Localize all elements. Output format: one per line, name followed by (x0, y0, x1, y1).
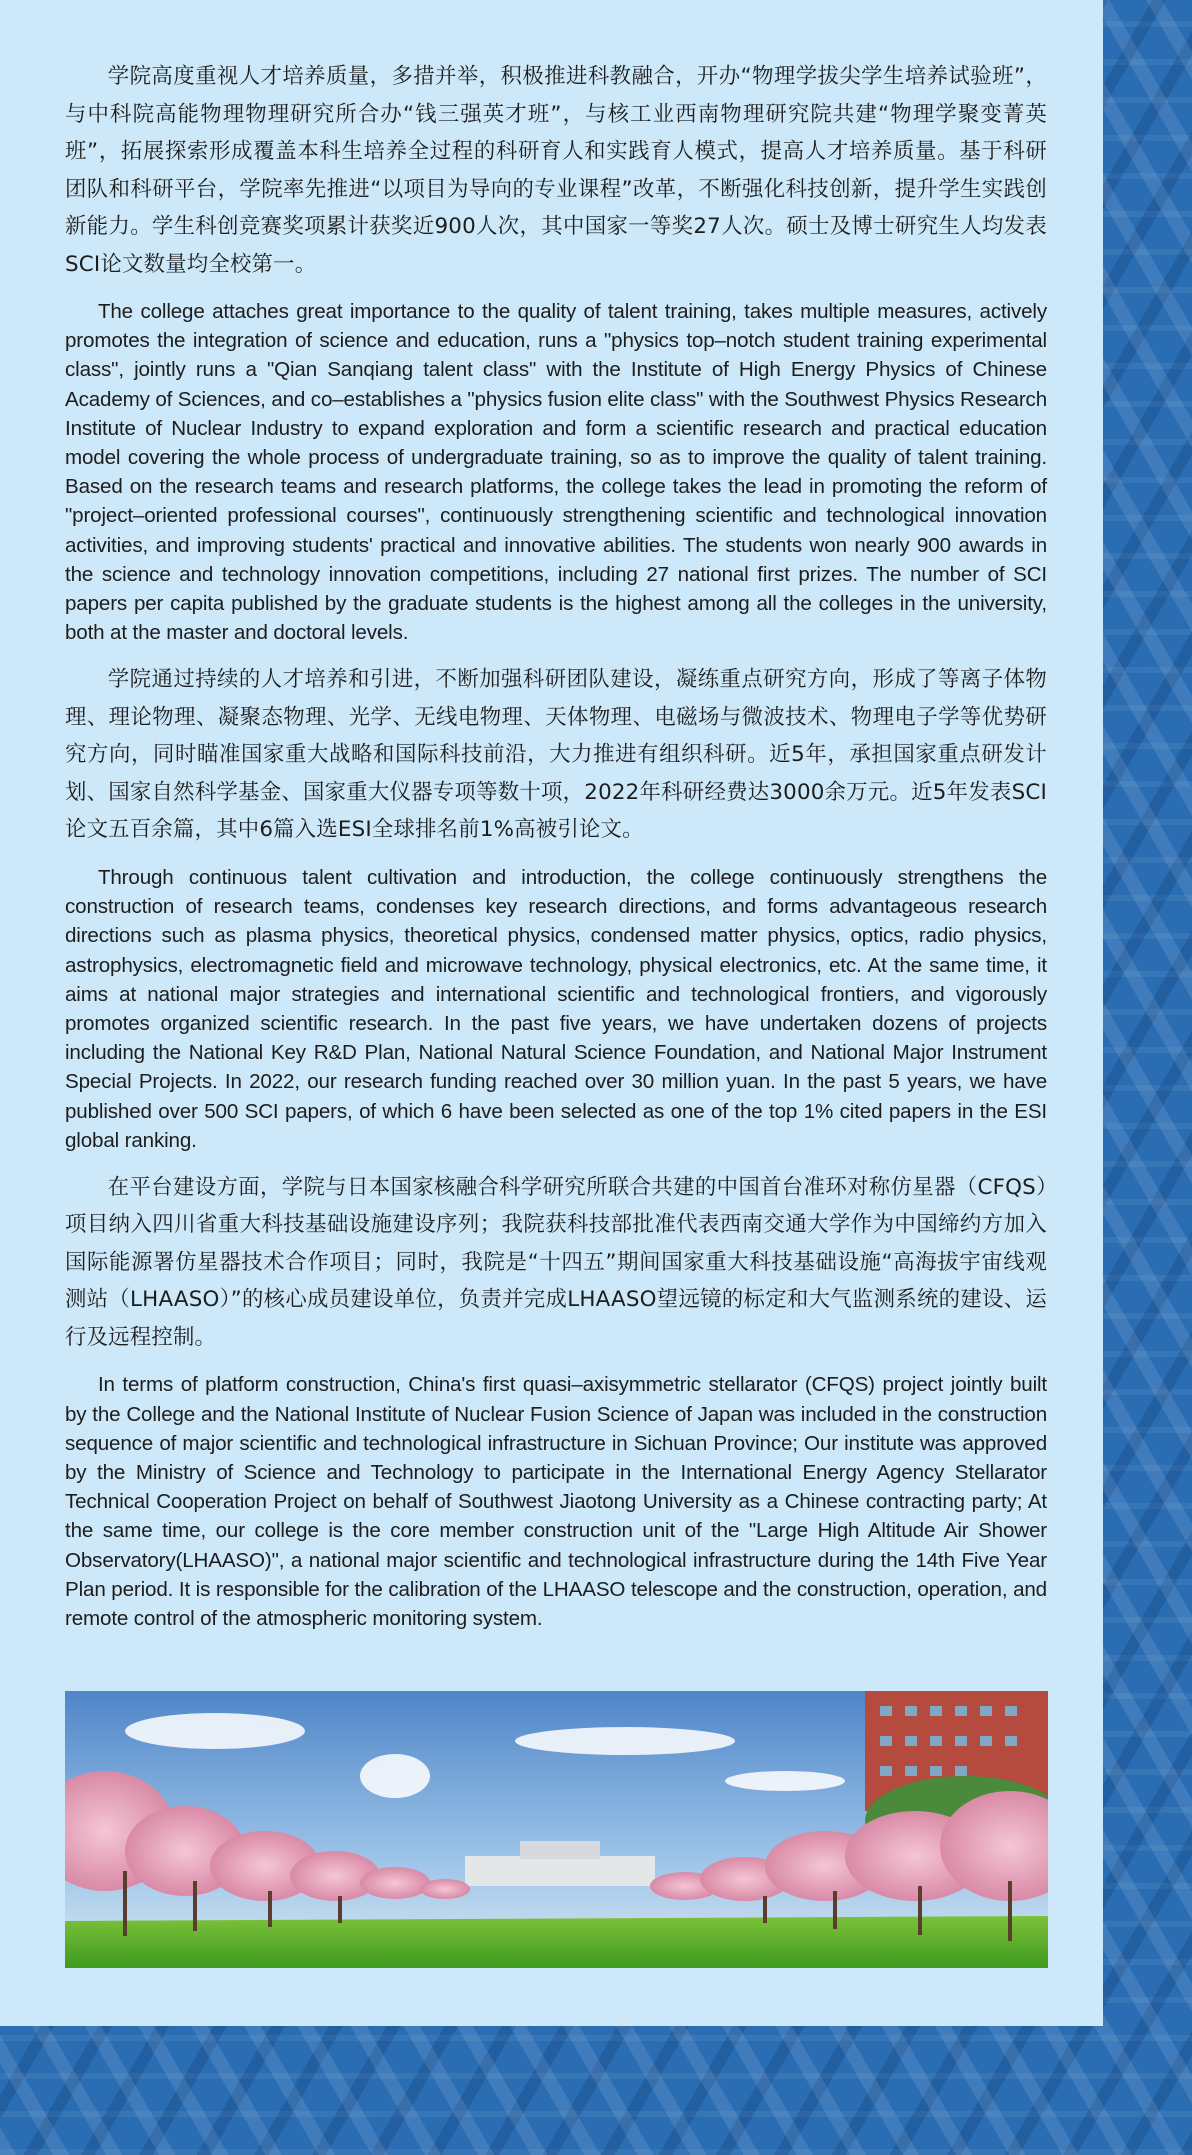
paragraph-en-platform-construction: In terms of platform construction, China's first quasi–axisymmetric stellarator (CFQS) project jointly built by the College and the National Institute of Nuclear Fusion Science of Japan was included in the construction sequence of major scientific and technological infrastructure in Sichuan Province; Our institute was approved by the Ministry of Science and Technology to participate in the International Energy Agency Stellarator Technical Cooperation Project on behalf of Southwest Jiaotong University as a Chinese contracting party; At the same time, our college is the core member construction unit of the "Large High Altitude Air Shower Observatory(LHAASO)", a national major scientific and technological infrastructure during the 14th Five Year Plan period. It is responsible for the calibration of the LHAASO telescope and the construction, operation, and remote control of the atmospheric monitoring system. (65, 1373, 1047, 1631)
paragraph-zh-talent-training: 学院高度重视人才培养质量，多措并举，积极推进科教融合，开办“物理学拔尖学生培养试验班”，与中科院高能物理物理研究所合办“钱三强英才班”，与核工业西南物理研究院共建“物理学聚变菁英班”，拓展探索形成覆盖本科生培养全过程的科研育人和实践育人模式，提高人才培养质量。基于科研团队和科研平台，学院率先推进“以项目为导向的专业课程”改革，不断强化科技创新，提升学生实践创新能力。学生科创竞赛奖项累计获奖近900人次，其中国家一等奖27人次。硕士及博士研究生人均发表SCI论文数量均全校第一。 (65, 64, 1047, 277)
article-body (65, 58, 1047, 1647)
paragraph-zh-research-teams: 学院通过持续的人才培养和引进，不断加强科研团队建设，凝练重点研究方向，形成了等离子体物理、理论物理、凝聚态物理、光学、无线电物理、天体物理、电磁场与微波技术、物理电子学等优势研究方向，同时瞄准国家重大战略和国际科技前沿，大力推进有组织科研。近5年，承担国家重点研发计划、国家自然科学基金、国家重大仪器专项等数十项，2022年科研经费达3000余万元。近5年发表SCI 论文五百余篇，其中6篇入选ESI全球排名前1%高被引论文。 (65, 667, 1047, 843)
paragraph-en-research-teams: Through continuous talent cultivation and introduction, the college continuously strengthens the construction of research teams, condenses key research directions, and forms advantageous research directions such as plasma physics, theoretical physics, condensed matter physics, optics, radio physics, astrophysics, electromagnetic field and microwave technology, physical electronics, etc. At the same time, it aims at national major strategies and international scientific and technological frontiers, and vigorously promotes organized scientific research. In the past five years, we have undertaken dozens of projects including the National Key R&D Plan, National Natural Science Foundation, and National Major Instrument Special Projects. In 2022, our research funding reached over 30 million yuan. In the past 5 years, we have published over 500 SCI papers, of which 6 have been selected as one of the top 1% cited papers in the ESI global ranking. (65, 865, 1047, 1152)
campus-photo (65, 1691, 1048, 1968)
paragraph-en-talent-training: The college attaches great importance to the quality of talent training, takes multiple measures, actively promotes the integration of science and education, runs a "physics top–notch student training experimental class", jointly runs a "Qian Sanqiang talent class" with the Institute of High Energy Physics of Chinese Academy of Sciences, and co–establishes a "physics fusion elite class" with the Southwest Physics Research Institute of Nuclear Industry to expand exploration and form a scientific research and practical education model covering the whole process of undergraduate training, so as to improve the quality of talent training. Based on the research teams and research platforms, the college takes the lead in promoting the reform of "project–oriented professional courses", continuously strengthening scientific and technological innovation activities, and improving students' practical and innovative abilities. The students won nearly 900 awards in the science and technology innovation competitions, including 27 national first prizes. The number of SCI papers per capita published by the graduate students is the highest among all the colleges in the university, both at the master and doctoral levels. (65, 300, 1047, 645)
paragraph-zh-platform-construction: 在平台建设方面，学院与日本国家核融合科学研究所联合共建的中国首台准环对称仿星器（CFQS）项目纳入四川省重大科技基础设施建设序列；我院获科技部批准代表西南交通大学作为中国缔约方加入国际能源署仿星器技术合作项目；同时，我院是“十四五”期间国家重大科技基础设施“高海拔宇宙线观测站（LHAASO）”的核心成员建设单位，负责并完成LHAASO望远镜的标定和大气监测系统的建设、运行及远程控制。 (65, 1174, 1047, 1350)
